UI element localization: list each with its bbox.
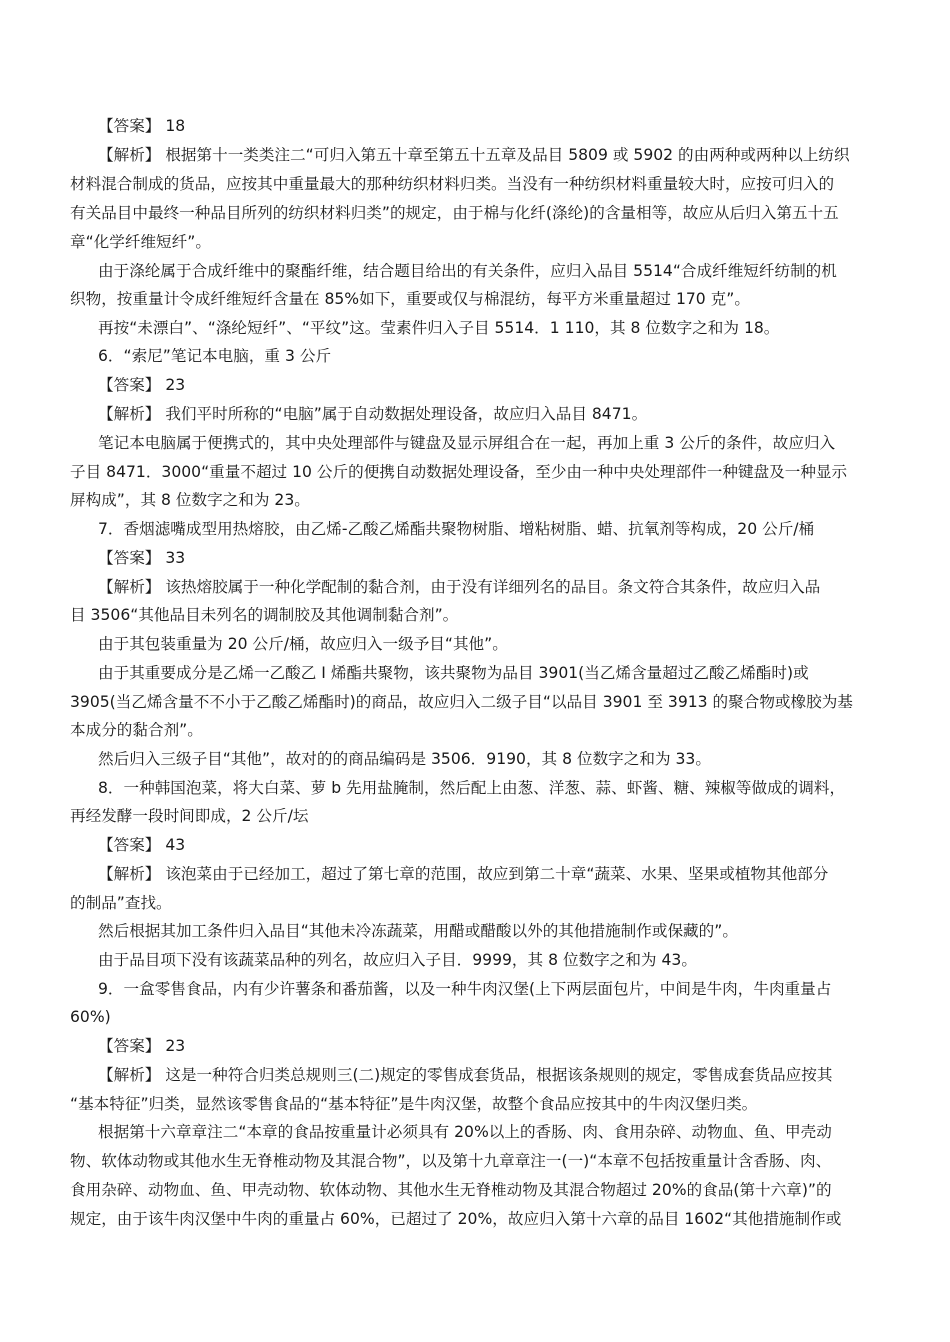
- analysis-q5-line-4: 章“化学纤维短纤”。: [70, 233, 211, 251]
- analysis-q6-para-2-line-2: 子目 8471．3000“重量不超过 10 公斤的便携自动数据处理设备，至少由一种中央处理部件一种键盘及一种显示: [70, 463, 848, 481]
- answer-label-q9: 【答案】 23: [98, 1037, 186, 1055]
- analysis-q7-para-3-line-3: 本成分的黏合剂”。: [70, 721, 203, 739]
- analysis-q9-para-2-line-2: 物、软体动物或其他水生无脊椎动物及其混合物”，以及第十九章章注一(一)“本章不包括按重量计含香肠、肉、: [70, 1152, 832, 1170]
- analysis-q9-para-2-line-1: 根据第十六章章注二“本章的食品按重量计必须具有 20%以上的香肠、肉、食用杂碎、动物血、鱼、甲壳动: [98, 1123, 832, 1141]
- analysis-q6-para-2-line-3: 屏构成”，其 8 位数字之和为 23。: [70, 491, 310, 509]
- analysis-q5-line-1: 【解析】 根据第十一类类注二“可归入第五十章至第五十五章及品目 5809 或 5902 的由两种或两种以上纺织: [98, 146, 850, 164]
- question-7: 7．香烟滤嘴成型用热熔胶，由乙烯-乙酸乙烯酯共聚物树脂、增粘树脂、蜡、抗氧剂等构成，20 公斤/桶: [98, 520, 815, 538]
- question-6: 6．“索尼”笔记本电脑，重 3 公斤: [98, 347, 332, 365]
- answer-label-q8: 【答案】 43: [98, 836, 186, 854]
- analysis-q6-para-2-line-1: 笔记本电脑属于便携式的，其中央处理部件与键盘及显示屏组合在一起，再加上重 3 公斤的条件，故应归入: [98, 434, 836, 452]
- analysis-q7-para-4: 然后归入三级子目“其他”，故对的的商品编码是 3506．9190，其 8 位数字之和为 33。: [98, 750, 711, 768]
- analysis-q5-line-3: 有关品目中最终一种品目所列的纺织材料归类”的规定，由于棉与化纤(涤纶)的含量相等，故应从后归入第五十五: [70, 204, 839, 222]
- analysis-q8-line-2: 的制品”查找。: [70, 894, 172, 912]
- analysis-q7-line-1: 【解析】 该热熔胶属于一种化学配制的黏合剂，由于没有详细列名的品目。条文符合其条件，故应归入品: [98, 578, 821, 596]
- analysis-q9-para-2-line-3: 食用杂碎、动物血、鱼、甲壳动物、软体动物、其他水生无脊椎动物及其混合物超过 20%的食品(第十六章)”的: [70, 1181, 832, 1199]
- analysis-q5-line-2: 材料混合制成的货品，应按其中重量最大的那种纺织材料归类。当没有一种纺织材料重量较大时，应按可归入的: [70, 175, 835, 193]
- analysis-q8-para-3: 由于品目项下没有该蔬菜品种的列名，故应归入子目．9999，其 8 位数字之和为 43。: [98, 951, 697, 969]
- analysis-q7-para-2: 由于其包装重量为 20 公斤/桶，故应归入一级予目“其他”。: [98, 635, 508, 653]
- analysis-q7-para-3-line-2: 3905(当乙烯含量不不小于乙酸乙烯酯时)的商品，故应归入二级子目“以品目 3901 至 3913 的聚合物或橡胶为基: [70, 693, 853, 711]
- analysis-q9-para-2-line-4: 规定，由于该牛肉汉堡中牛肉的重量占 60%，已超过了 20%，故应归入第十六章的品目 1602“其他措施制作或: [70, 1210, 842, 1228]
- analysis-q8-para-2: 然后根据其加工条件归入品目“其他未冷冻蔬菜，用醋或醋酸以外的其他措施制作或保藏的”。: [98, 922, 738, 940]
- answer-label-q7: 【答案】 33: [98, 549, 186, 567]
- analysis-q7-para-3-line-1: 由于其重要成分是乙烯一乙酸乙 I 烯酯共聚物，该共聚物为品目 3901(当乙烯含量超过乙酸乙烯酯时)或: [98, 664, 809, 682]
- analysis-q9-line-1: 【解析】 这是一种符合归类总规则三(二)规定的零售成套货品，根据该条规则的规定，零售成套货品应按其: [98, 1066, 833, 1084]
- question-9-line-1: 9．一盒零售食品，内有少许薯条和番茄酱，以及一种牛肉汉堡(上下两层面包片，中间是牛肉，牛肉重量占: [98, 980, 832, 998]
- question-9-line-2: 60%): [70, 1008, 111, 1026]
- question-8-line-2: 再经发酵一段时间即成，2 公斤/坛: [70, 807, 309, 825]
- question-8-line-1: 8．一种韩国泡菜，将大白菜、萝 b 先用盐腌制，然后配上由葱、洋葱、蒜、虾酱、糖、辣椒等做成的调料，: [98, 779, 846, 797]
- answer-label-q6: 【答案】 23: [98, 376, 186, 394]
- analysis-q8-line-1: 【解析】 该泡菜由于已经加工，超过了第七章的范围，故应到第二十章“蔬菜、水果、坚果或植物其他部分: [98, 865, 829, 883]
- analysis-q6-line-1: 【解析】 我们平时所称的“电脑”属于自动数据处理设备，故应归入品目 8471。: [98, 405, 648, 423]
- analysis-q9-line-2: “基本特征”归类，显然该零售食品的“基本特征”是牛肉汉堡，故整个食品应按其中的牛肉汉堡归类。: [70, 1095, 758, 1113]
- analysis-q5-para-2-line-1: 由于涤纶属于合成纤维中的聚酯纤维，结合题目给出的有关条件，应归入品目 5514“合成纤维短纤纺制的机: [98, 262, 837, 280]
- answer-label-q5: 【答案】 18: [98, 117, 186, 135]
- analysis-q5-para-2-line-2: 织物，按重量计令成纤维短纤含量在 85%如下，重要或仅与棉混纺，每平方米重量超过 170 克”。: [70, 290, 750, 308]
- analysis-q5-para-3: 再按“未漂白”、“涤纶短纤”、“平纹”这。莹素件归入子目 5514．1 110，其 8 位数字之和为 18。: [98, 319, 780, 337]
- analysis-q7-line-2: 目 3506“其他品目未列名的调制胶及其他调制黏合剂”。: [70, 606, 459, 624]
